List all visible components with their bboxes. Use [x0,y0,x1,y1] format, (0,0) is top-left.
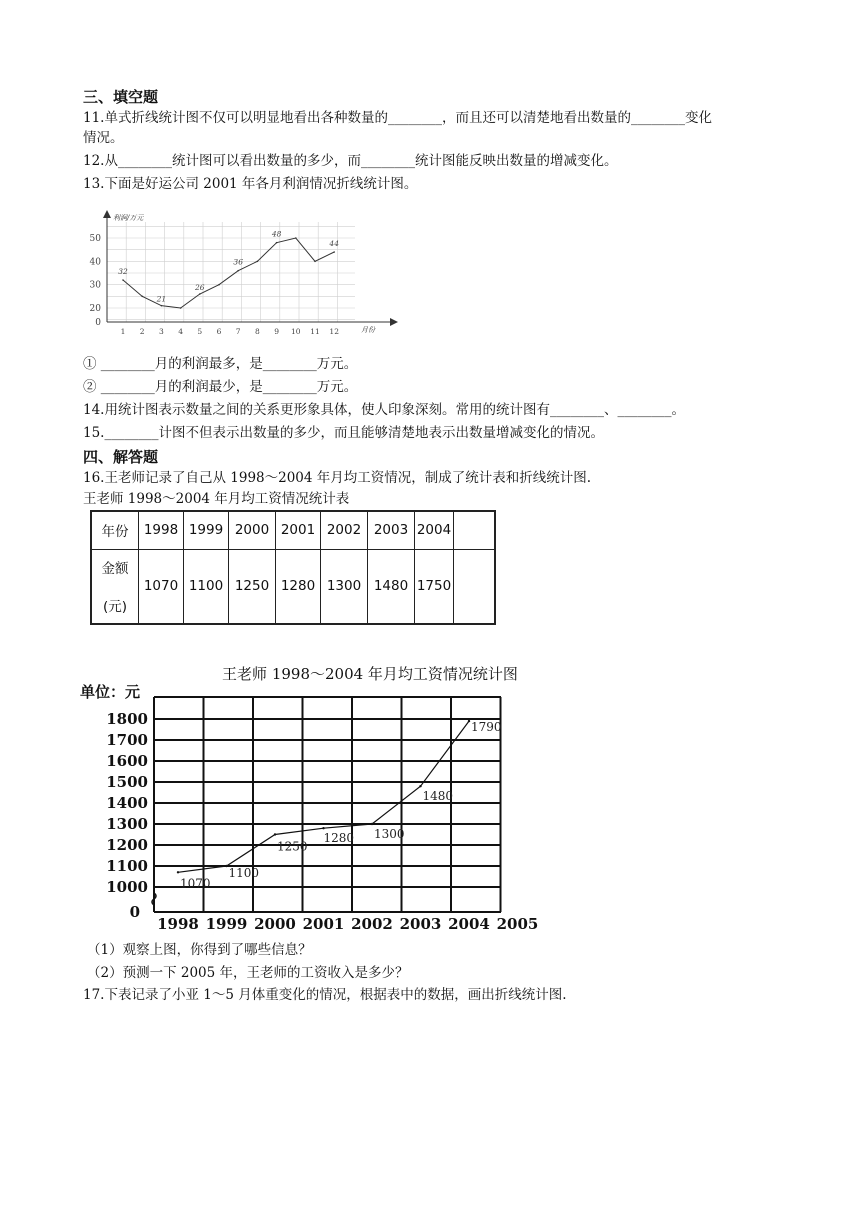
wage-table [90,510,496,625]
profit-data-point [199,293,201,295]
section-heading-answer: 四、解答题 [83,448,159,466]
wage-table-amount-header-line-1: 金额 [101,561,129,578]
wage-table-amount-cell: 1100 [184,549,229,624]
question-13-sub-1: ① ________月的利润最多，是________万元。 [83,356,358,372]
question-13-sub-2: ② ________月的利润最少，是________万元。 [83,379,358,395]
wage-table-amount-cell: 1250 [229,549,276,624]
profit-x-tick-label: 8 [255,327,260,336]
profit-y-arrow-icon [103,210,111,218]
wage-table-year-cell: 1998 [139,511,184,549]
wage-x-tick-label: 2000 [254,915,296,933]
wage-chart-unit-label: 单位：元 [80,683,141,701]
wage-y-tick-label: 1800 [106,710,148,728]
wage-table-amount-cell: 1070 [139,549,184,624]
profit-chart-marks [118,230,339,309]
wage-x-tick-label: 1999 [205,915,248,933]
wage-y-tick-label: 1200 [106,836,148,854]
wage-y-tick-label: 1000 [106,878,148,896]
profit-data-point [180,307,182,309]
wage-x-tick-label: 2004 [448,915,490,933]
question-11-line-1: 11.单式折线统计图不仅可以明显地看出各种数量的________，而且还可以清楚地看出数量的________变化 [83,110,712,126]
wage-table-empty-cell [454,511,496,549]
profit-x-tick-label: 4 [178,327,183,336]
wage-y-tick-label: 1500 [106,773,148,791]
wage-data-point [419,785,421,787]
question-16: 16.王老师记录了自己从 1998～2004 年月均工资情况，制成了统计表和折线统计图. [83,470,592,486]
section-heading-fill-blank: 三、填空题 [83,88,159,106]
wage-table-empty-cell [454,549,496,624]
profit-y-tick-label: 20 [89,304,101,314]
wage-data-label: 1300 [374,827,405,841]
wage-table-year-cell: 1999 [184,511,229,549]
wage-x-tick-label: 2001 [302,915,345,933]
question-11-line-2: 情况。 [83,130,124,146]
wage-data-label: 1480 [422,789,454,804]
question-13: 13.下面是好运公司 2001 年各月利润情况折线统计图。 [83,176,418,192]
wage-line-chart [78,655,539,933]
profit-data-point [237,270,239,272]
profit-x-label: 月份 [361,326,375,334]
profit-data-point [161,305,163,307]
profit-x-tick-label: 12 [329,327,339,336]
wage-data-point [274,833,276,835]
profit-data-label: 26 [195,283,205,292]
profit-data-point [257,261,259,263]
wage-table-amount-header-line-2: (元) [102,599,128,616]
wage-data-label: 1250 [277,839,308,854]
wage-table-year-cell: 2003 [368,511,415,549]
profit-x-tick-label: 11 [310,327,320,336]
wage-data-point [177,871,179,873]
profit-line-chart [85,210,415,340]
wage-x-tick-label: 1998 [157,915,199,933]
question-15: 15.________计图不但表示出数量的多少，而且能够清楚地表示出数量增减变化的情况。 [83,425,604,441]
question-17: 17.下表记录了小亚 1～5 月体重变化的情况，根据表中的数据，画出折线统计图. [83,987,567,1003]
profit-x-tick-label: 9 [274,327,279,336]
profit-x-tick-label: 2 [139,327,145,336]
wage-table-year-cell: 2002 [321,511,368,549]
profit-x-arrow-icon [390,318,398,326]
profit-data-point [276,242,278,244]
wage-data-label: 1100 [228,866,260,880]
wage-table-amount-row [91,549,495,624]
question-14: 14.用统计图表示数量之间的关系更形象具体，使人印象深刻。常用的统计图有________、________。 [83,402,685,418]
wage-y-tick-label: 1400 [106,794,148,812]
wage-x-tick-label: 2005 [496,915,539,933]
profit-data-point [333,251,335,253]
wage-y-tick-label: 1100 [106,857,148,875]
wage-table-year-cell: 2004 [415,511,454,549]
wage-table-year-cell: 2000 [229,511,276,549]
profit-data-point [314,261,316,263]
wage-table-year-cell: 2001 [276,511,321,549]
wage-chart-title: 王老师 1998～2004 年月均工资情况统计图 [222,665,518,683]
wage-table-amount-cell: 1480 [368,549,415,624]
wage-table-amount-cell: 1280 [276,549,321,624]
wage-data-point [225,865,227,867]
question-16-sub-2: （2）预测一下 2005 年，王老师的工资收入是多少？ [87,965,409,981]
wage-data-point [468,720,470,722]
profit-x-tick-label: 5 [197,327,203,336]
profit-data-label: 48 [271,229,282,239]
profit-data-point [122,279,124,281]
profit-chart-grid [107,222,355,322]
profit-y-label: 利润/万元 [113,214,144,222]
wage-x-tick-label: 2003 [399,915,442,933]
wage-table-amount-cell: 1300 [321,549,368,624]
profit-data-label: 32 [118,267,128,276]
wage-y-tick-label: 1600 [106,752,148,770]
profit-y-tick-label: 0 [95,318,101,328]
profit-data-label: 44 [329,239,339,248]
wage-chart-marks [177,720,502,890]
profit-data-point [141,296,143,298]
question-12: 12.从________统计图可以看出数量的多少，而________统计图能反映出数量的增减变化。 [83,153,618,169]
wage-table-amount-header [91,549,139,624]
profit-data-point [295,237,297,239]
wage-table-year-row [91,511,495,549]
wage-data-label: 1280 [323,831,355,846]
profit-x-tick-label: 3 [159,327,164,336]
wage-table-title: 王老师 1998～2004 年月均工资情况统计表 [83,491,350,507]
wage-table-amount-cell: 1750 [415,549,454,624]
wage-data-label: 1790 [471,720,502,735]
profit-y-tick-label: 40 [89,257,101,268]
profit-data-label: 36 [233,257,243,267]
profit-data-label: 21 [156,294,167,304]
profit-x-tick-label: 1 [120,327,126,336]
wage-y-tick-label: 0 [129,903,140,921]
wage-y-tick-label: 1300 [106,815,148,833]
wage-data-point [322,827,324,829]
wage-data-point [371,823,373,825]
profit-x-tick-label: 6 [216,327,222,336]
profit-y-tick-label: 30 [89,280,101,291]
wage-x-tick-label: 2002 [351,915,393,933]
wage-chart-axes [106,710,538,933]
wage-table-year-header: 年份 [91,511,139,549]
profit-x-tick-label: 10 [291,327,301,336]
profit-x-tick-label: 7 [235,327,241,336]
question-16-sub-1: （1）观察上图，你得到了哪些信息？ [87,942,312,958]
profit-y-tick-label: 50 [89,234,101,244]
wage-data-label: 1070 [180,876,211,891]
wage-y-tick-label: 1700 [106,731,148,749]
profit-data-point [218,284,220,286]
